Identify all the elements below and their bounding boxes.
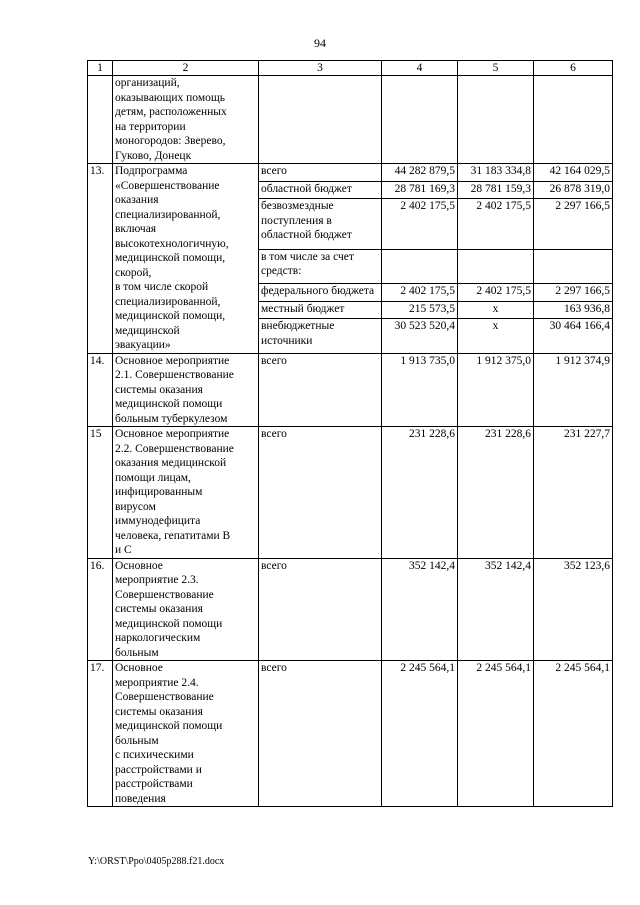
- amount-cell: 215 573,5: [382, 301, 458, 319]
- empty-cell: [458, 76, 534, 164]
- row-number: 14.: [88, 353, 113, 427]
- amount-cell: 42 164 029,5: [534, 164, 613, 182]
- funding-source: всего: [259, 558, 382, 661]
- funding-source: внебюджетные источники: [259, 319, 382, 353]
- amount-cell: 163 936,8: [534, 301, 613, 319]
- empty-cell: [382, 76, 458, 164]
- program-name: организаций, оказывающих помощь детям, расположенных на территории моногородов: Зверево, Гуково, Донецк: [113, 76, 259, 164]
- budget-table: [87, 60, 613, 807]
- amount-cell: 352 142,4: [458, 558, 534, 661]
- row-number: 16.: [88, 558, 113, 661]
- column-header: 3: [259, 61, 382, 76]
- amount-cell: 30 464 166,4: [534, 319, 613, 353]
- amount-cell: х: [458, 301, 534, 319]
- amount-cell: 44 282 879,5: [382, 164, 458, 182]
- program-name: Основное мероприятие 2.3. Совершенствование системы оказания медицинской помощи наркологическим больным: [113, 558, 259, 661]
- empty-cell: [259, 76, 382, 164]
- table-row: [88, 164, 613, 182]
- amount-cell: 26 878 319,0: [534, 181, 613, 199]
- row-number: 17.: [88, 661, 113, 807]
- amount-cell: 30 523 520,4: [382, 319, 458, 353]
- amount-cell: 2 297 166,5: [534, 199, 613, 250]
- table-row: [88, 427, 613, 559]
- amount-cell: 352 123,6: [534, 558, 613, 661]
- empty-cell: [534, 76, 613, 164]
- column-header: 5: [458, 61, 534, 76]
- program-name: Основное мероприятие 2.4. Совершенствование системы оказания медицинской помощи больным с психическими расстройствами и расстройствами поведения: [113, 661, 259, 807]
- row-number: 13.: [88, 164, 113, 354]
- program-name: Основное мероприятие 2.1. Совершенствование системы оказания медицинской помощи больным туберкулезом: [113, 353, 259, 427]
- column-header: 6: [534, 61, 613, 76]
- amount-cell: 2 402 175,5: [458, 284, 534, 302]
- amount-cell: 2 402 175,5: [382, 284, 458, 302]
- page-number: 94: [314, 36, 326, 50]
- amount-cell: 28 781 169,3: [382, 181, 458, 199]
- amount-cell: 1 913 735,0: [382, 353, 458, 427]
- amount-cell: 352 142,4: [382, 558, 458, 661]
- funding-source: областной бюджет: [259, 181, 382, 199]
- column-header: 4: [382, 61, 458, 76]
- funding-source: всего: [259, 427, 382, 559]
- amount-cell: 1 912 374,9: [534, 353, 613, 427]
- funding-source: всего: [259, 353, 382, 427]
- amount-cell: 2 245 564,1: [458, 661, 534, 807]
- amount-cell: 231 228,6: [382, 427, 458, 559]
- table-row: [88, 76, 613, 164]
- amount-cell: 1 912 375,0: [458, 353, 534, 427]
- amount-cell: [534, 249, 613, 283]
- column-header: 2: [113, 61, 259, 76]
- program-name: Подпрограмма «Совершенствование оказания специализированной, включая высокотехнологичную, медицинской помощи, скорой, в том числе скорой специализированной, медицинской помощи, медицинской эвакуации»: [113, 164, 259, 354]
- amount-cell: 2 402 175,5: [382, 199, 458, 250]
- amount-cell: 28 781 159,3: [458, 181, 534, 199]
- row-number: 15: [88, 427, 113, 559]
- table-row: [88, 661, 613, 807]
- file-path-footer: Y:\ORST\Ppo\0405p288.f21.docx: [88, 856, 225, 867]
- header-row: [88, 61, 613, 76]
- amount-cell: х: [458, 319, 534, 353]
- funding-source: местный бюджет: [259, 301, 382, 319]
- funding-source: всего: [259, 661, 382, 807]
- amount-cell: 2 245 564,1: [534, 661, 613, 807]
- row-number: [88, 76, 113, 164]
- amount-cell: 2 245 564,1: [382, 661, 458, 807]
- amount-cell: 31 183 334,8: [458, 164, 534, 182]
- amount-cell: 2 297 166,5: [534, 284, 613, 302]
- amount-cell: 231 227,7: [534, 427, 613, 559]
- funding-source: всего: [259, 164, 382, 182]
- table-row: [88, 558, 613, 661]
- funding-source: в том числе за счет средств:: [259, 249, 382, 283]
- amount-cell: [458, 249, 534, 283]
- amount-cell: 2 402 175,5: [458, 199, 534, 250]
- program-name: Основное мероприятие 2.2. Совершенствование оказания медицинской помощи лицам, инфицированным вирусом иммунодефицита человека, гепатитами В и С: [113, 427, 259, 559]
- column-header: 1: [88, 61, 113, 76]
- amount-cell: 231 228,6: [458, 427, 534, 559]
- amount-cell: [382, 249, 458, 283]
- table-row: [88, 353, 613, 427]
- funding-source: безвозмездные поступления в областной бюджет: [259, 199, 382, 250]
- funding-source: федерального бюджета: [259, 284, 382, 302]
